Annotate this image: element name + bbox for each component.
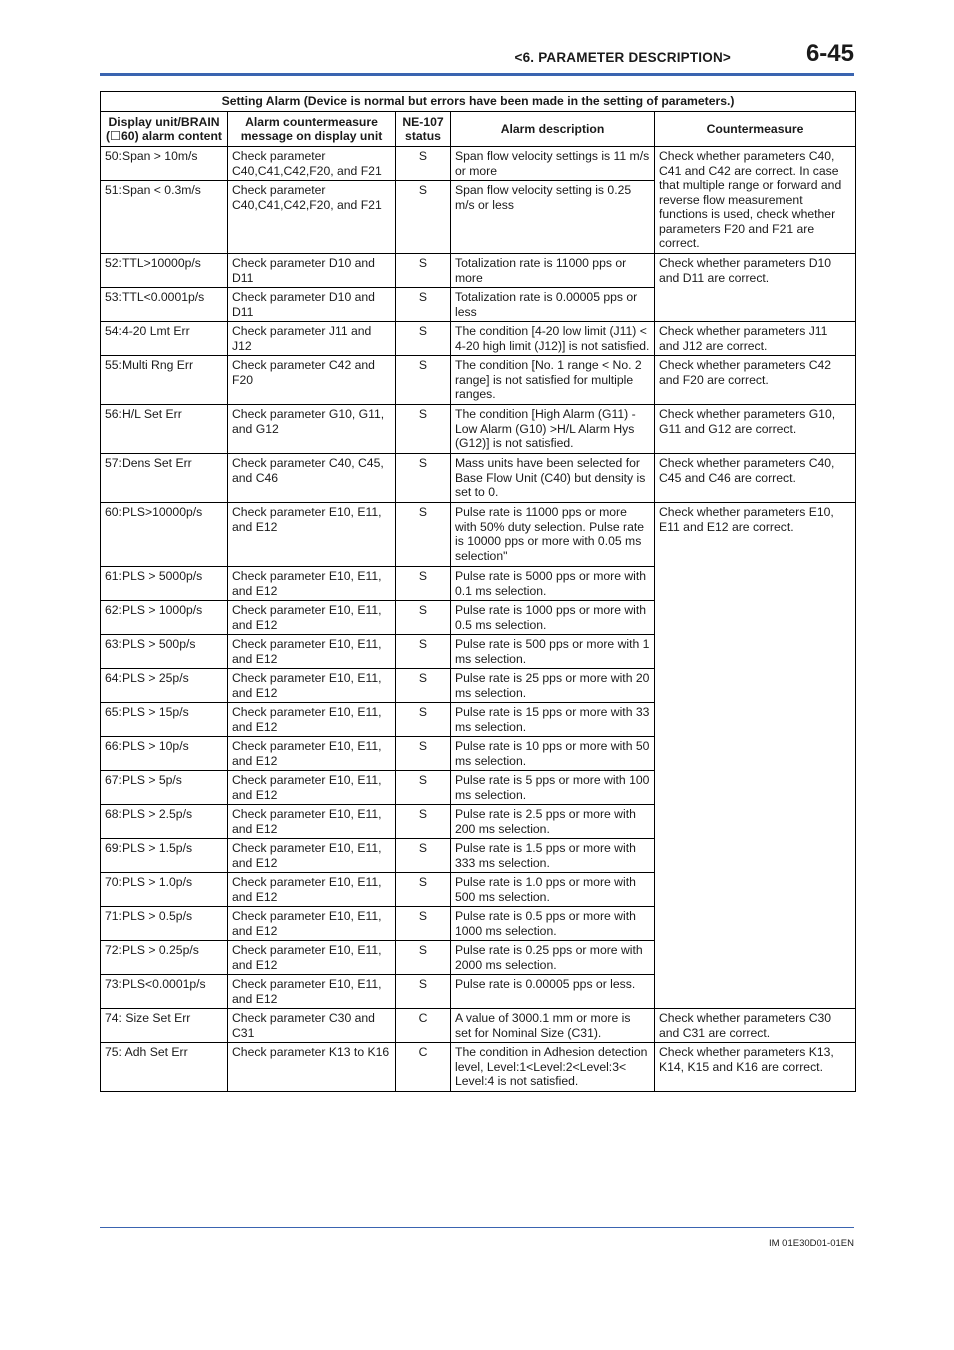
table-row	[101, 322, 856, 356]
description-cell: A value of 3000.1 mm or more is set for Nominal Size (C31).	[451, 1009, 655, 1043]
description-cell: Pulse rate is 1.5 pps or more with 333 ms selection.	[451, 839, 655, 873]
status-cell: S	[396, 405, 451, 454]
description-cell: Totalization rate is 11000 pps or more	[451, 254, 655, 288]
status-cell: C	[396, 1009, 451, 1043]
description-cell: Pulse rate is 1000 pps or more with 0.5 ms selection.	[451, 601, 655, 635]
description-cell: Totalization rate is 0.00005 pps or less	[451, 288, 655, 322]
description-cell: The condition [No. 1 range < No. 2 range] is not satisfied for multiple ranges.	[451, 356, 655, 405]
message-cell: Check parameter E10, E11, and E12	[228, 941, 396, 975]
status-cell: S	[396, 635, 451, 669]
description-cell: Pulse rate is 500 pps or more with 1 ms selection.	[451, 635, 655, 669]
display-cell: 62:PLS > 1000p/s	[101, 601, 228, 635]
message-cell: Check parameter J11 and J12	[228, 322, 396, 356]
table-row	[101, 503, 856, 567]
display-cell: 69:PLS > 1.5p/s	[101, 839, 228, 873]
message-cell: Check parameter E10, E11, and E12	[228, 907, 396, 941]
display-cell: 50:Span > 10m/s	[101, 147, 228, 181]
display-cell: 60:PLS>10000p/s	[101, 503, 228, 567]
display-cell: 68:PLS > 2.5p/s	[101, 805, 228, 839]
message-cell: Check parameter E10, E11, and E12	[228, 601, 396, 635]
status-cell: S	[396, 941, 451, 975]
status-cell: S	[396, 322, 451, 356]
message-cell: Check parameter C40,C41,C42,F20, and F21	[228, 181, 396, 254]
description-cell: Pulse rate is 1.0 pps or more with 500 ms selection.	[451, 873, 655, 907]
description-cell: Pulse rate is 0.5 pps or more with 1000 ms selection.	[451, 907, 655, 941]
description-cell: Pulse rate is 2.5 pps or more with 200 ms selection.	[451, 805, 655, 839]
message-cell: Check parameter D10 and D11	[228, 254, 396, 288]
display-cell: 55:Multi Rng Err	[101, 356, 228, 405]
col-header-countermeasure: Countermeasure	[655, 112, 856, 147]
description-cell: The condition [4-20 low limit (J11) < 4-20 high limit (J12)] is not satisfied.	[451, 322, 655, 356]
description-cell: Pulse rate is 10 pps or more with 50 ms selection.	[451, 737, 655, 771]
message-cell: Check parameter E10, E11, and E12	[228, 839, 396, 873]
page-number: 6-45	[805, 40, 854, 67]
table-row	[101, 454, 856, 503]
message-cell: Check parameter E10, E11, and E12	[228, 567, 396, 601]
countermeasure-cell: Check whether parameters D10 and D11 are correct.	[655, 254, 856, 322]
table-row	[101, 356, 856, 405]
message-cell: Check parameter E10, E11, and E12	[228, 503, 396, 567]
countermeasure-cell: Check whether parameters C40, C41 and C42 are correct. In case that multiple range or forward and reverse flow measurement functions is used, check whether parameters F20 and F21 are correct.	[655, 147, 856, 254]
table-row	[101, 254, 856, 288]
description-cell: The condition in Adhesion detection level, Level:1<Level:2<Level:3< Level:4 is not satisfied.	[451, 1043, 655, 1092]
status-cell: S	[396, 288, 451, 322]
message-cell: Check parameter E10, E11, and E12	[228, 873, 396, 907]
display-cell: 57:Dens Set Err	[101, 454, 228, 503]
display-cell: 73:PLS<0.0001p/s	[101, 975, 228, 1009]
status-cell: S	[396, 601, 451, 635]
display-cell: 67:PLS > 5p/s	[101, 771, 228, 805]
countermeasure-cell: Check whether parameters J11 and J12 are correct.	[655, 322, 856, 356]
display-cell: 56:H/L Set Err	[101, 405, 228, 454]
table-row	[101, 1009, 856, 1043]
status-cell: S	[396, 839, 451, 873]
message-cell: Check parameter E10, E11, and E12	[228, 635, 396, 669]
display-cell: 66:PLS > 10p/s	[101, 737, 228, 771]
message-cell: Check parameter G10, G11, and G12	[228, 405, 396, 454]
display-cell: 74: Size Set Err	[101, 1009, 228, 1043]
status-cell: S	[396, 567, 451, 601]
status-cell: S	[396, 669, 451, 703]
footer-rule	[100, 1227, 854, 1228]
message-cell: Check parameter E10, E11, and E12	[228, 703, 396, 737]
table-row	[101, 405, 856, 454]
display-cell: 65:PLS > 15p/s	[101, 703, 228, 737]
status-cell: C	[396, 1043, 451, 1092]
display-cell: 71:PLS > 0.5p/s	[101, 907, 228, 941]
description-cell: Pulse rate is 5000 pps or more with 0.1 ms selection.	[451, 567, 655, 601]
document-id: IM 01E30D01-01EN	[768, 1238, 854, 1249]
header-rule	[100, 73, 854, 76]
status-cell: S	[396, 181, 451, 254]
section-title: <6. PARAMETER DESCRIPTION>	[514, 50, 731, 65]
status-cell: S	[396, 771, 451, 805]
col-header-display-unit: Display unit/BRAIN (☐60) alarm content	[101, 112, 228, 147]
message-cell: Check parameter C42 and F20	[228, 356, 396, 405]
message-cell: Check parameter E10, E11, and E12	[228, 771, 396, 805]
description-cell: Pulse rate is 25 pps or more with 20 ms selection.	[451, 669, 655, 703]
col-header-countermeasure-message: Alarm countermeasure message on display unit	[228, 112, 396, 147]
status-cell: S	[396, 254, 451, 288]
display-cell: 70:PLS > 1.0p/s	[101, 873, 228, 907]
message-cell: Check parameter E10, E11, and E12	[228, 805, 396, 839]
countermeasure-cell: Check whether parameters C42 and F20 are correct.	[655, 356, 856, 405]
description-cell: Pulse rate is 11000 pps or more with 50% duty selection. Pulse rate is 10000 pps or more with 0.05 ms selection"	[451, 503, 655, 567]
table-row	[101, 1043, 856, 1092]
description-cell: Mass units have been selected for Base Flow Unit (C40) but density is set to 0.	[451, 454, 655, 503]
col-header-ne107-status: NE-107 status	[396, 112, 451, 147]
status-cell: S	[396, 907, 451, 941]
display-cell: 54:4-20 Lmt Err	[101, 322, 228, 356]
col-header-alarm-description: Alarm description	[451, 112, 655, 147]
display-cell: 63:PLS > 500p/s	[101, 635, 228, 669]
display-cell: 72:PLS > 0.25p/s	[101, 941, 228, 975]
status-cell: S	[396, 805, 451, 839]
description-cell: Pulse rate is 0.00005 pps or less.	[451, 975, 655, 1009]
table-row	[101, 147, 856, 181]
table-caption: Setting Alarm (Device is normal but errors have been made in the setting of parameters.)	[101, 92, 856, 112]
description-cell: Pulse rate is 15 pps or more with 33 ms selection.	[451, 703, 655, 737]
countermeasure-cell: Check whether parameters C40, C45 and C46 are correct.	[655, 454, 856, 503]
message-cell: Check parameter E10, E11, and E12	[228, 669, 396, 703]
message-cell: Check parameter C40, C45, and C46	[228, 454, 396, 503]
countermeasure-cell: Check whether parameters K13, K14, K15 and K16 are correct.	[655, 1043, 856, 1092]
description-cell: Span flow velocity setting is 0.25 m/s or less	[451, 181, 655, 254]
status-cell: S	[396, 356, 451, 405]
countermeasure-cell: Check whether parameters C30 and C31 are correct.	[655, 1009, 856, 1043]
description-cell: The condition [High Alarm (G11) -Low Alarm (G10) >H/L Alarm Hys (G12)] is not satisfied.	[451, 405, 655, 454]
message-cell: Check parameter E10, E11, and E12	[228, 737, 396, 771]
display-cell: 52:TTL>10000p/s	[101, 254, 228, 288]
status-cell: S	[396, 703, 451, 737]
description-cell: Pulse rate is 0.25 pps or more with 2000 ms selection.	[451, 941, 655, 975]
countermeasure-cell: Check whether parameters G10, G11 and G12 are correct.	[655, 405, 856, 454]
message-cell: Check parameter K13 to K16	[228, 1043, 396, 1092]
status-cell: S	[396, 975, 451, 1009]
display-cell: 61:PLS > 5000p/s	[101, 567, 228, 601]
description-cell: Pulse rate is 5 pps or more with 100 ms selection.	[451, 771, 655, 805]
message-cell: Check parameter C30 and C31	[228, 1009, 396, 1043]
message-cell: Check parameter C40,C41,C42,F20, and F21	[228, 147, 396, 181]
display-cell: 53:TTL<0.0001p/s	[101, 288, 228, 322]
description-cell: Span flow velocity settings is 11 m/s or more	[451, 147, 655, 181]
display-cell: 51:Span < 0.3m/s	[101, 181, 228, 254]
page-header	[100, 40, 854, 74]
message-cell: Check parameter D10 and D11	[228, 288, 396, 322]
display-cell: 64:PLS > 25p/s	[101, 669, 228, 703]
countermeasure-cell: Check whether parameters E10, E11 and E12 are correct.	[655, 503, 856, 1009]
status-cell: S	[396, 454, 451, 503]
status-cell: S	[396, 147, 451, 181]
display-cell: 75: Adh Set Err	[101, 1043, 228, 1092]
message-cell: Check parameter E10, E11, and E12	[228, 975, 396, 1009]
status-cell: S	[396, 503, 451, 567]
status-cell: S	[396, 873, 451, 907]
setting-alarm-table	[100, 91, 856, 1092]
status-cell: S	[396, 737, 451, 771]
